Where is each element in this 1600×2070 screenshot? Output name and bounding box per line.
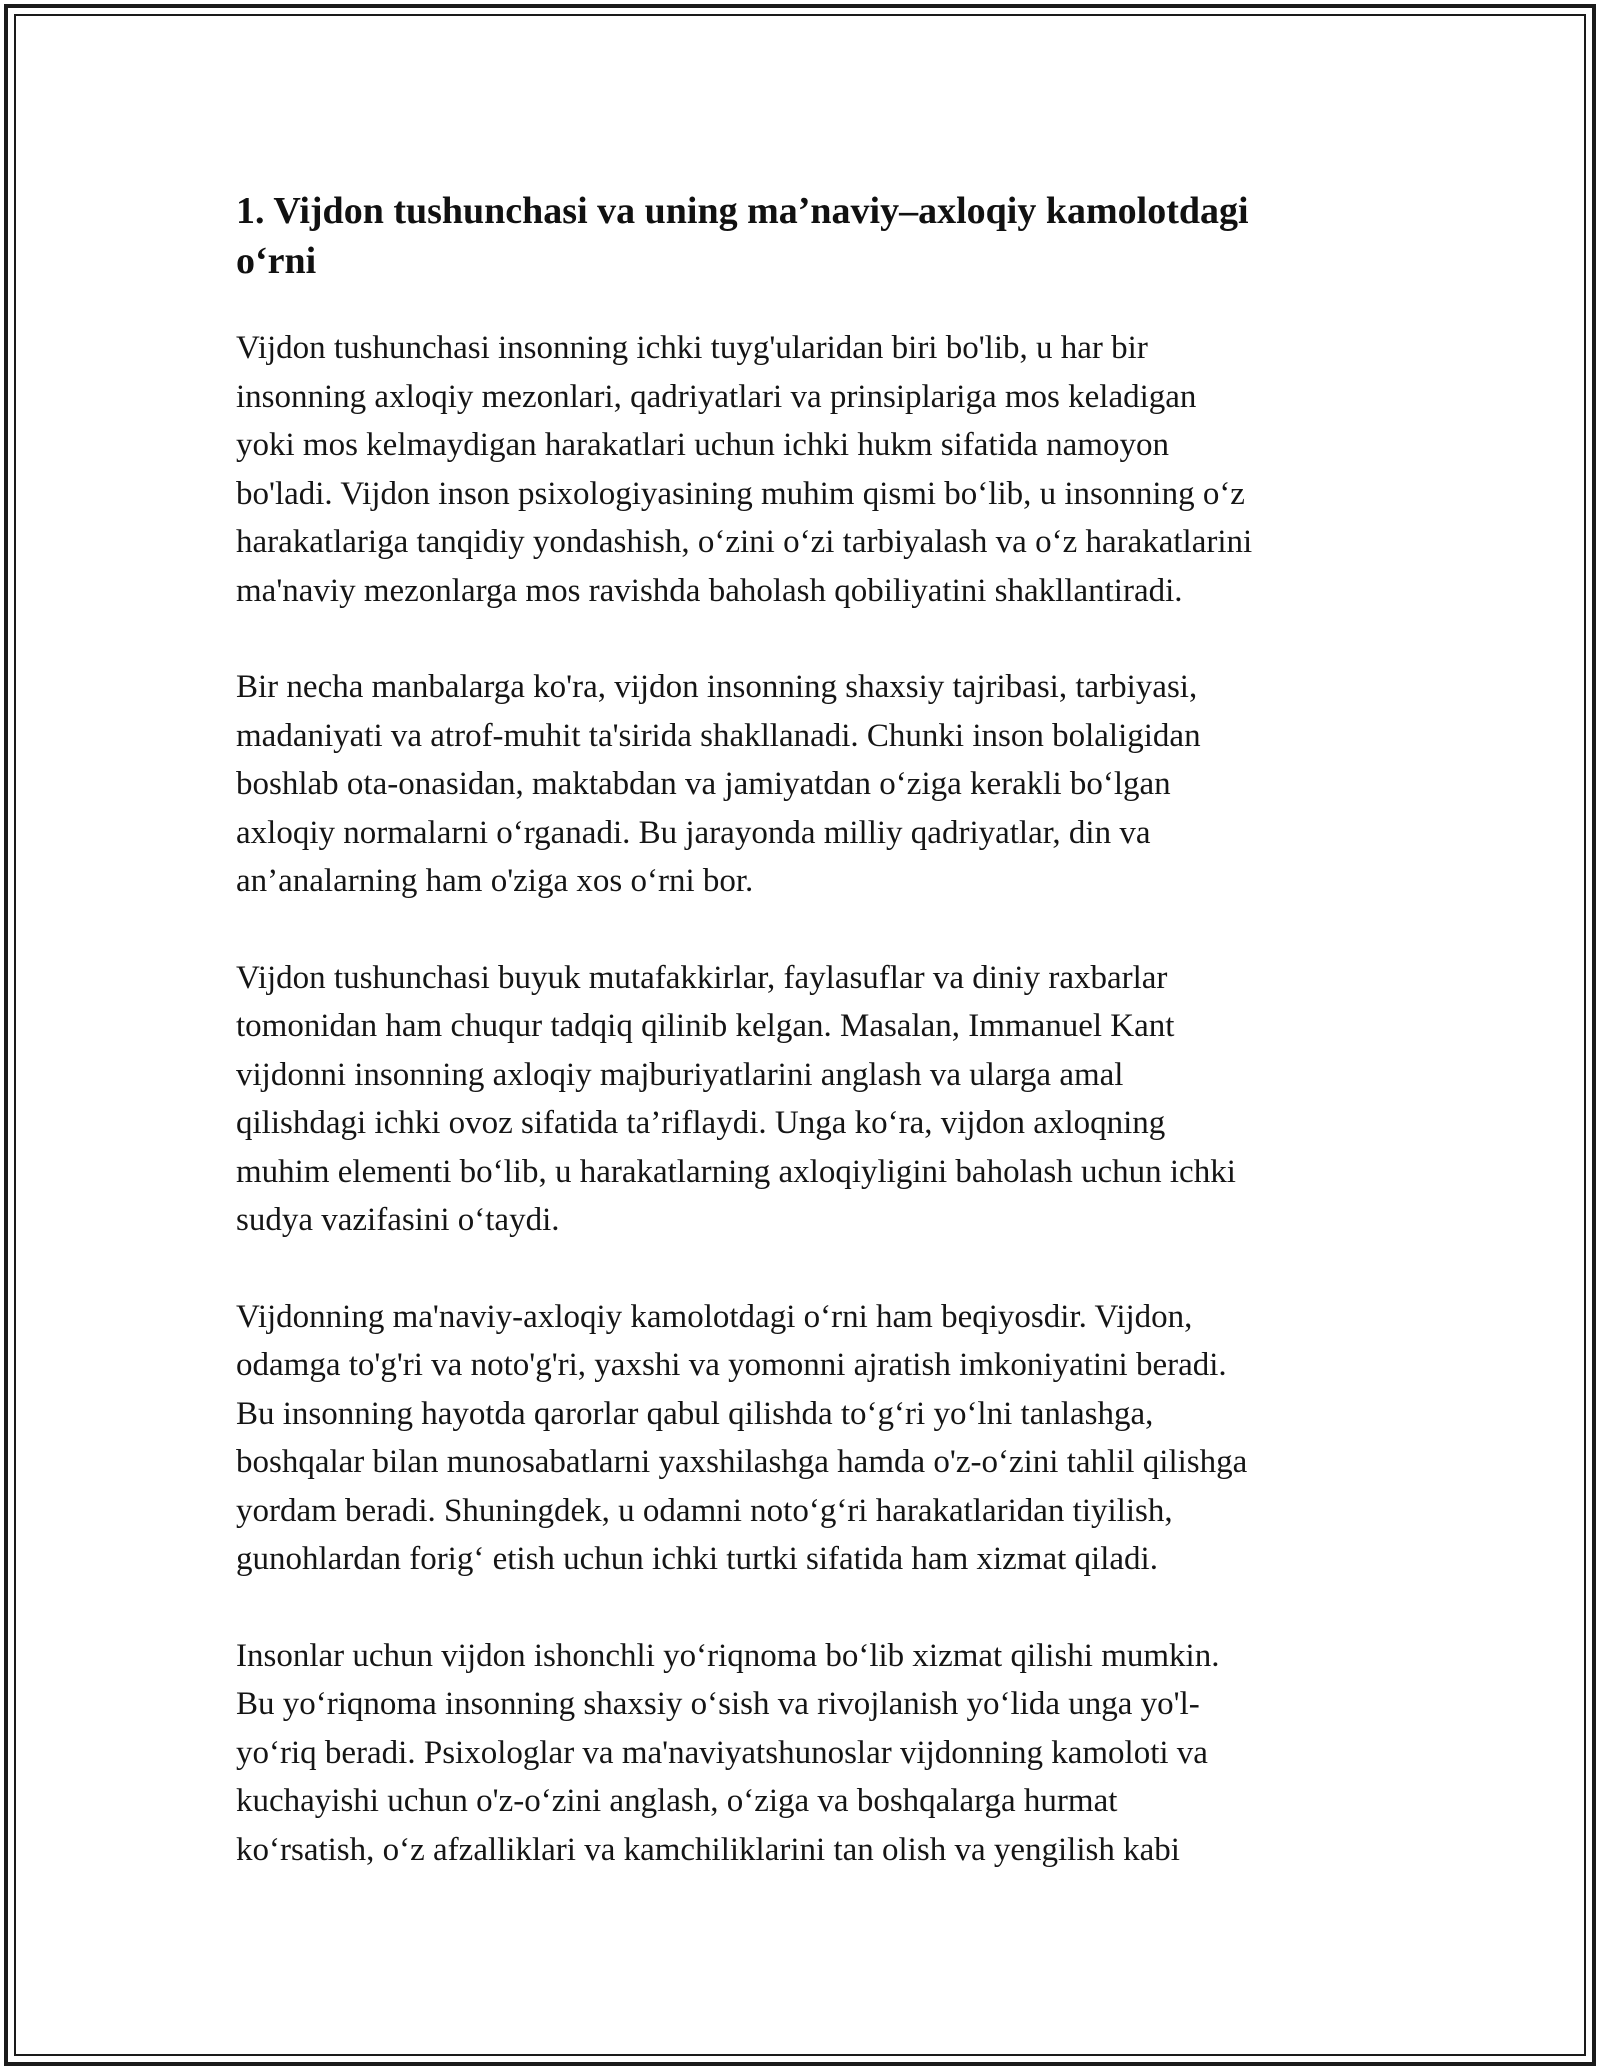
text-line: muhim elementi bo‘lib, u harakatlarning axloqiyligini baholash uchun ichki: [236, 1153, 1236, 1190]
paragraph-5: [236, 1632, 1366, 1875]
heading-line: 1. Vijdon tushunchasi va uning ma’naviy–axloqiy kamolotdagi: [236, 190, 1249, 232]
text-line: ko‘rsatish, o‘z afzalliklari va kamchiliklarini tan olish va yengilish kabi: [236, 1831, 1180, 1868]
paragraph-2: [236, 663, 1366, 906]
text-line: axloqiy normalarni o‘rganadi. Bu jarayonda milliy qadriyatlar, din va: [236, 814, 1151, 851]
text-line: ma'naviy mezonlarga mos ravishda baholash qobiliyatini shakllantiradi.: [236, 572, 1183, 609]
text-line: insonning axloqiy mezonlari, qadriyatlari va prinsiplariga mos keladigan: [236, 378, 1197, 415]
paragraph-3: [236, 954, 1366, 1245]
text-line: kuchayishi uchun o'z-o‘zini anglash, o‘ziga va boshqalarga hurmat: [236, 1783, 1118, 1819]
text-line: an’analarning ham o'ziga xos o‘rni bor.: [236, 863, 754, 899]
text-line: tomonidan ham chuqur tadqiq qilinib kelgan. Masalan, Immanuel Kant: [236, 1008, 1175, 1044]
section-heading: [236, 186, 1366, 286]
text-line: yo‘riq beradi. Psixologlar va ma'naviyatshunoslar vijdonning kamoloti va: [236, 1734, 1208, 1771]
text-line: boshqalar bilan munosabatlarni yaxshilashga hamda o'z-o‘zini tahlil qilishga: [236, 1444, 1248, 1480]
text-line: gunohlardan forig‘ etish uchun ichki turtki sifatida ham xizmat qiladi.: [236, 1541, 1158, 1577]
text-line: Bu insonning hayotda qarorlar qabul qilishda to‘g‘ri yo‘lni tanlashga,: [236, 1395, 1154, 1432]
text-line: Bir necha manbalarga ko'ra, vijdon insonning shaxsiy tajribasi, tarbiyasi,: [236, 669, 1198, 705]
paragraph-1: [236, 324, 1366, 615]
text-line: qilishdagi ichki ovoz sifatida ta’riflaydi. Unga ko‘ra, vijdon axloqning: [236, 1105, 1166, 1141]
heading-line: o‘rni: [236, 240, 317, 282]
text-line: yoki mos kelmaydigan harakatlari uchun ichki hukm sifatida namoyon: [236, 427, 1169, 463]
text-line: yordam beradi. Shuningdek, u odamni noto‘g‘ri harakatlaridan tiyilish,: [236, 1492, 1173, 1529]
text-line: sudya vazifasini o‘taydi.: [236, 1202, 560, 1238]
text-line: Vijdonning ma'naviy-axloqiy kamolotdagi o‘rni ham beqiyosdir. Vijdon,: [236, 1298, 1193, 1335]
text-line: boshlab ota-onasidan, maktabdan va jamiyatdan o‘ziga kerakli bo‘lgan: [236, 766, 1171, 802]
text-line: madaniyati va atrof-muhit ta'sirida shakllanadi. Chunki inson bolaligidan: [236, 717, 1201, 754]
text-line: vijdonni insonning axloqiy majburiyatlarini anglash va ularga amal: [236, 1056, 1124, 1093]
document-body: [236, 186, 1366, 1922]
text-line: Bu yo‘riqnoma insonning shaxsiy o‘sish va rivojlanish yo‘lida unga yo'l-: [236, 1686, 1200, 1722]
text-line: Vijdon tushunchasi buyuk mutafakkirlar, faylasuflar va diniy raxbarlar: [236, 959, 1168, 996]
paragraph-4: [236, 1293, 1366, 1584]
text-line: harakatlariga tanqidiy yondashish, o‘zini o‘zi tarbiyalash va o‘z harakatlarini: [236, 524, 1253, 560]
text-line: bo'ladi. Vijdon inson psixologiyasining muhim qismi bo‘lib, u insonning o‘z: [236, 475, 1245, 512]
text-line: Insonlar uchun vijdon ishonchli yo‘riqnoma bo‘lib xizmat qilishi mumkin.: [236, 1637, 1220, 1674]
text-line: odamga to'g'ri va noto'g'ri, yaxshi va yomonni ajratish imkoniyatini beradi.: [236, 1347, 1227, 1383]
text-line: Vijdon tushunchasi insonning ichki tuyg'ularidan biri bo'lib, u har bir: [236, 330, 1148, 366]
